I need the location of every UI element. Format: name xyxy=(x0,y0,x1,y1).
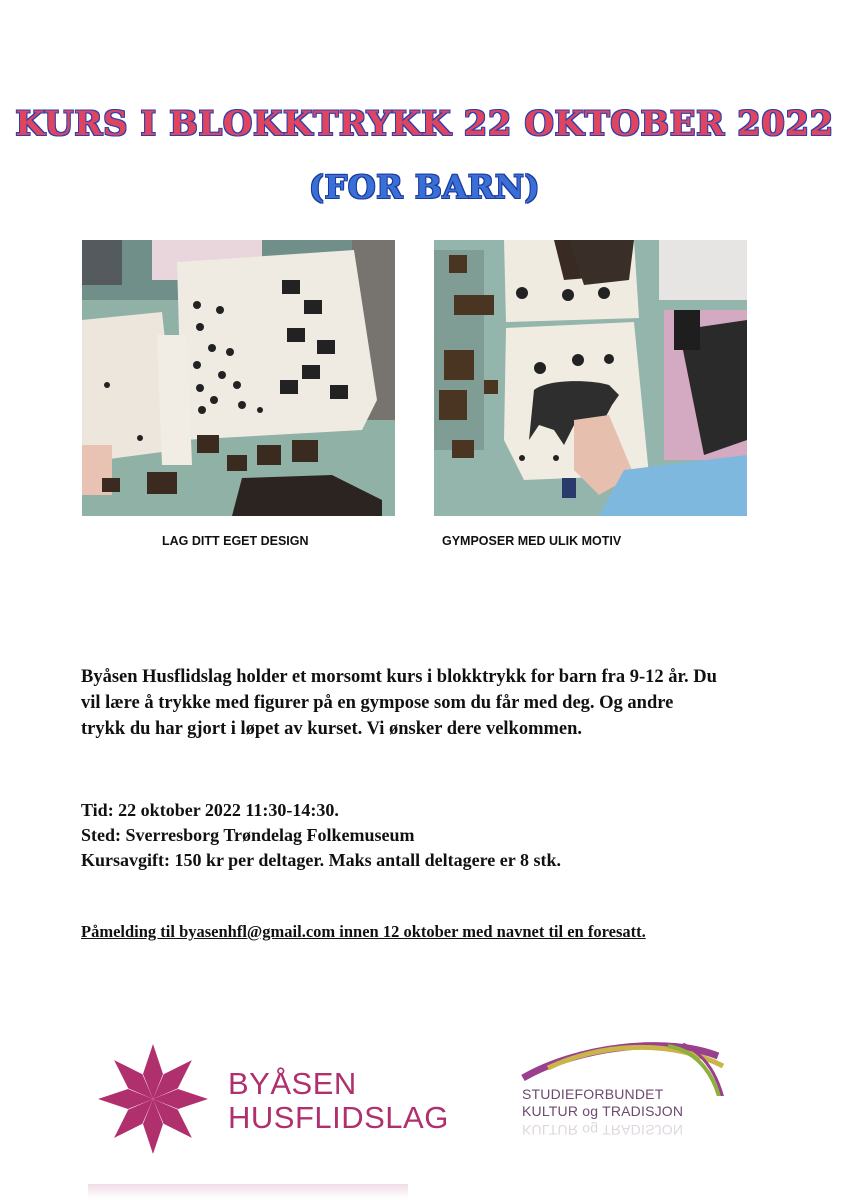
page-title: KURS I BLOKKTRYKK 22 OKTOBER 2022 xyxy=(15,104,834,144)
logo2-line2: KULTUR og TRADISJON xyxy=(522,1103,684,1119)
course-description xyxy=(81,664,781,742)
page-subtitle: (FOR BARN) xyxy=(308,168,541,206)
logo-reflection xyxy=(88,1184,408,1198)
photo-gym-bags xyxy=(434,240,747,516)
studieforbundet-logo xyxy=(518,1036,748,1166)
logo-text-line1: BYÅSEN xyxy=(228,1066,357,1101)
detail-fee: Kursavgift: 150 kr per deltager. Maks antall deltagere er 8 stk. xyxy=(81,850,561,870)
detail-time: Tid: 22 oktober 2022 11:30-14:30. xyxy=(81,800,339,820)
logo-text-line2: HUSFLIDSLAG xyxy=(228,1100,449,1135)
caption-left: LAG DITT EGET DESIGN xyxy=(162,534,309,548)
course-details xyxy=(81,798,561,873)
signup-text: Påmelding til byasenhfl@gmail.com innen 12 oktober med navnet til en foresatt. xyxy=(81,922,646,941)
eight-point-star-icon xyxy=(88,1034,218,1164)
description-line: vil lære å trykke med figurer på en gympose som du får med deg. Og andre xyxy=(81,693,674,713)
detail-place: Sted: Sverresborg Trøndelag Folkemuseum xyxy=(81,825,415,845)
logo2-line1: STUDIEFORBUNDET xyxy=(522,1086,664,1102)
byasen-husflidslag-logo xyxy=(88,1034,449,1200)
description-line: Byåsen Husflidslag holder et morsomt kurs i blokktrykk for barn fra 9-12 år. Du xyxy=(81,667,717,687)
caption-right: GYMPOSER MED ULIK MOTIV xyxy=(442,534,622,548)
description-line: trykk du har gjort i løpet av kurset. Vi ønsker dere velkommen. xyxy=(81,719,583,739)
photo-stamped-bags xyxy=(82,240,395,516)
logo2-mirror: KULTUR og TRADISJON xyxy=(522,1122,684,1138)
